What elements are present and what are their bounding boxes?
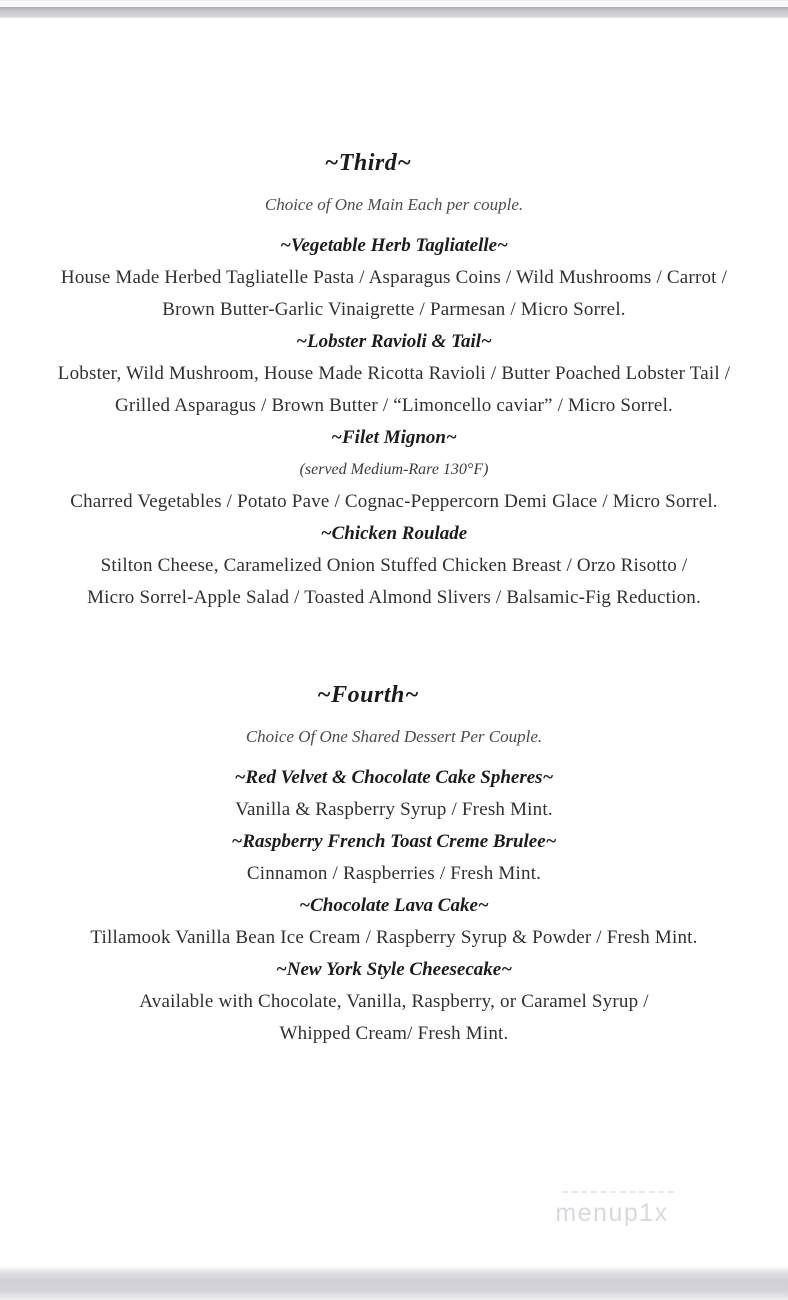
menu-item-description-line: House Made Herbed Tagliatelle Pasta / Asparagus Coins / Wild Mushrooms / Carrot /: [60, 267, 728, 288]
menu-section: [0, 678, 788, 1050]
menu-section: [0, 146, 788, 614]
menupix-watermark-label: menup1x: [555, 1199, 669, 1227]
menu-item-description-line: Vanilla & Raspberry Syrup / Fresh Mint.: [235, 799, 553, 820]
menu-item-name: ~Vegetable Herb Tagliatelle~: [280, 235, 508, 256]
menu-item-name: ~Filet Mignon~: [331, 427, 457, 448]
top-edge-strip: [0, 0, 788, 7]
menu-document: [0, 146, 788, 1050]
top-divider-bar: [0, 7, 788, 18]
menu-item-name: ~Red Velvet & Chocolate Cake Spheres~: [234, 767, 554, 788]
course-title: ~Fourth~: [316, 682, 420, 708]
menu-item-description-line: Charred Vegetables / Potato Pave / Cognac-Peppercorn Demi Glace / Micro Sorrel.: [70, 491, 718, 512]
course-title: ~Third~: [324, 150, 412, 176]
menu-item-name: ~New York Style Cheesecake~: [275, 959, 513, 980]
menu-item-description-line: Stilton Cheese, Caramelized Onion Stuffed Chicken Breast / Orzo Risotto /: [100, 555, 688, 576]
menu-item-description-line: Lobster, Wild Mushroom, House Made Ricotta Ravioli / Butter Poached Lobster Tail /: [57, 363, 731, 384]
course-subtitle: Choice Of One Shared Dessert Per Couple.: [245, 727, 543, 746]
menu-item-description-line: Tillamook Vanilla Bean Ice Cream / Raspberry Syrup & Powder / Fresh Mint.: [90, 927, 698, 948]
menu-item-note: (served Medium-Rare 130°F): [299, 461, 489, 478]
menu-item-description-line: Grilled Asparagus / Brown Butter / “Limoncello caviar” / Micro Sorrel.: [115, 395, 673, 416]
bottom-divider-bar: [0, 1266, 788, 1300]
watermark-dashes: [562, 1191, 674, 1193]
menu-item-description-line: Cinnamon / Raspberries / Fresh Mint.: [246, 863, 542, 884]
menu-item-name: ~Chocolate Lava Cake~: [299, 895, 489, 916]
menu-item-name: ~Chicken Roulade: [320, 523, 468, 544]
menu-item-name: ~Raspberry French Toast Creme Brulee~: [231, 831, 557, 852]
menu-item-description-line: Brown Butter-Garlic Vinaigrette / Parmesan / Micro Sorrel.: [162, 299, 626, 320]
menu-item-description-line: Micro Sorrel-Apple Salad / Toasted Almond Slivers / Balsamic-Fig Reduction.: [87, 587, 701, 608]
course-subtitle: Choice of One Main Each per couple.: [264, 195, 524, 214]
menu-item-description-line: Whipped Cream/ Fresh Mint.: [279, 1023, 509, 1044]
menu-item-description-line: Available with Chocolate, Vanilla, Raspberry, or Caramel Syrup /: [139, 991, 649, 1012]
menu-item-name: ~Lobster Ravioli & Tail~: [296, 331, 492, 352]
